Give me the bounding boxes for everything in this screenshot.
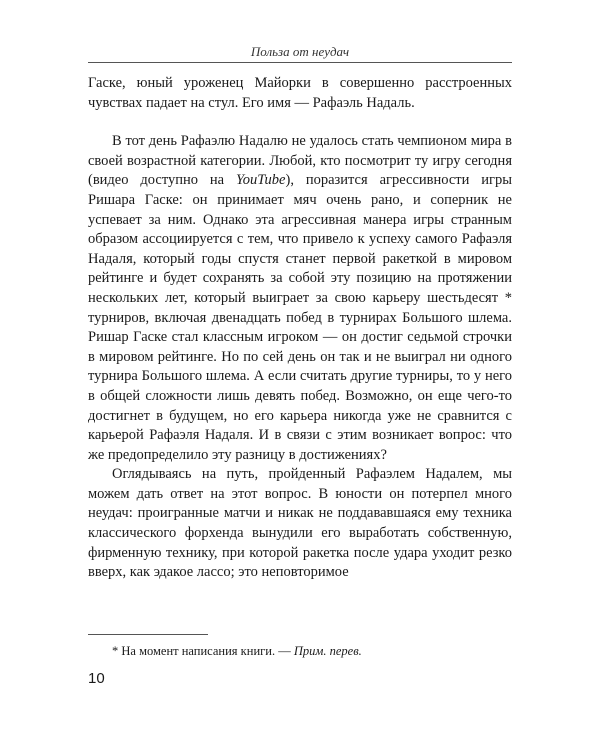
paragraph-2-part-1: В тот день Рафаэлю Надалю не удалось стать чемпионом мира в своей возрастной категории. Любой, кто посмотрит ту игру сегодня (видео доступно на xyxy=(88,133,512,189)
footnote-marker: * xyxy=(112,644,119,658)
youtube-mention: YouTube xyxy=(236,172,286,189)
footnote-note: Прим. перев. xyxy=(293,644,362,658)
body-text xyxy=(88,74,512,583)
paragraph-gap xyxy=(88,113,512,132)
footnote-ref-marker: * xyxy=(498,289,513,306)
paragraph-2-part-3: турниров, включая двенадцать побед в турнирах Большого шлема. Ришар Гаске стал классным игроком — он достиг седьмой строчки в мировом рейтинге. Но по сей день он так и не выиграл ни одного турнира Большого шлема. А если считать другие турниры, то у него в общей сложности лишь девять побед. Возможно, он еще чего-то достигнет в будущем, но его карьера никогда уже не сравнится с карьерой Рафаэля Надаля. И в связи с этим возникает вопрос: что же предопределило эту разницу в достижениях? xyxy=(88,309,512,463)
footnote xyxy=(112,644,362,659)
paragraph-2-part-2: ), поразится агрессивности игры Ришара Гаске: он принимает мяч очень рано, и соперник не успевает за ним. Однако эта агрессивная манера игры странным образом ассоциируется с тем, что привело к успеху самого Рафаэля Надаля, который годы спустя станет первой ракеткой в мировом рейтинге и будет сохранять за собой эту позицию на протяжении нескольких лет, который выиграет за свою карьеру шестьдесят xyxy=(88,172,513,306)
paragraph-1: Гаске, юный уроженец Майорки в совершенно расстроенных чувствах падает на стул. Его имя — Рафаэль Надаль. xyxy=(88,75,512,111)
footnote-rule xyxy=(88,634,208,635)
header-rule xyxy=(88,62,512,63)
paragraph-3: Оглядываясь на путь, пройденный Рафаэлем Надалем, мы можем дать ответ на этот вопрос. В юности он потерпел много неудач: проигранные матчи и никак не поддававшаяся ему техника классического форхенда вынудили его выработать собственную, фирменную технику, при которой ракетка после удара уходит резко вверх, как эдакое лассо; это неповторимое xyxy=(88,466,512,581)
page-number: 10 xyxy=(88,670,105,687)
running-header: Польза от неудач xyxy=(250,44,350,59)
paragraph-2 xyxy=(88,132,512,465)
footnote-text: На момент написания книги. — xyxy=(121,644,294,658)
